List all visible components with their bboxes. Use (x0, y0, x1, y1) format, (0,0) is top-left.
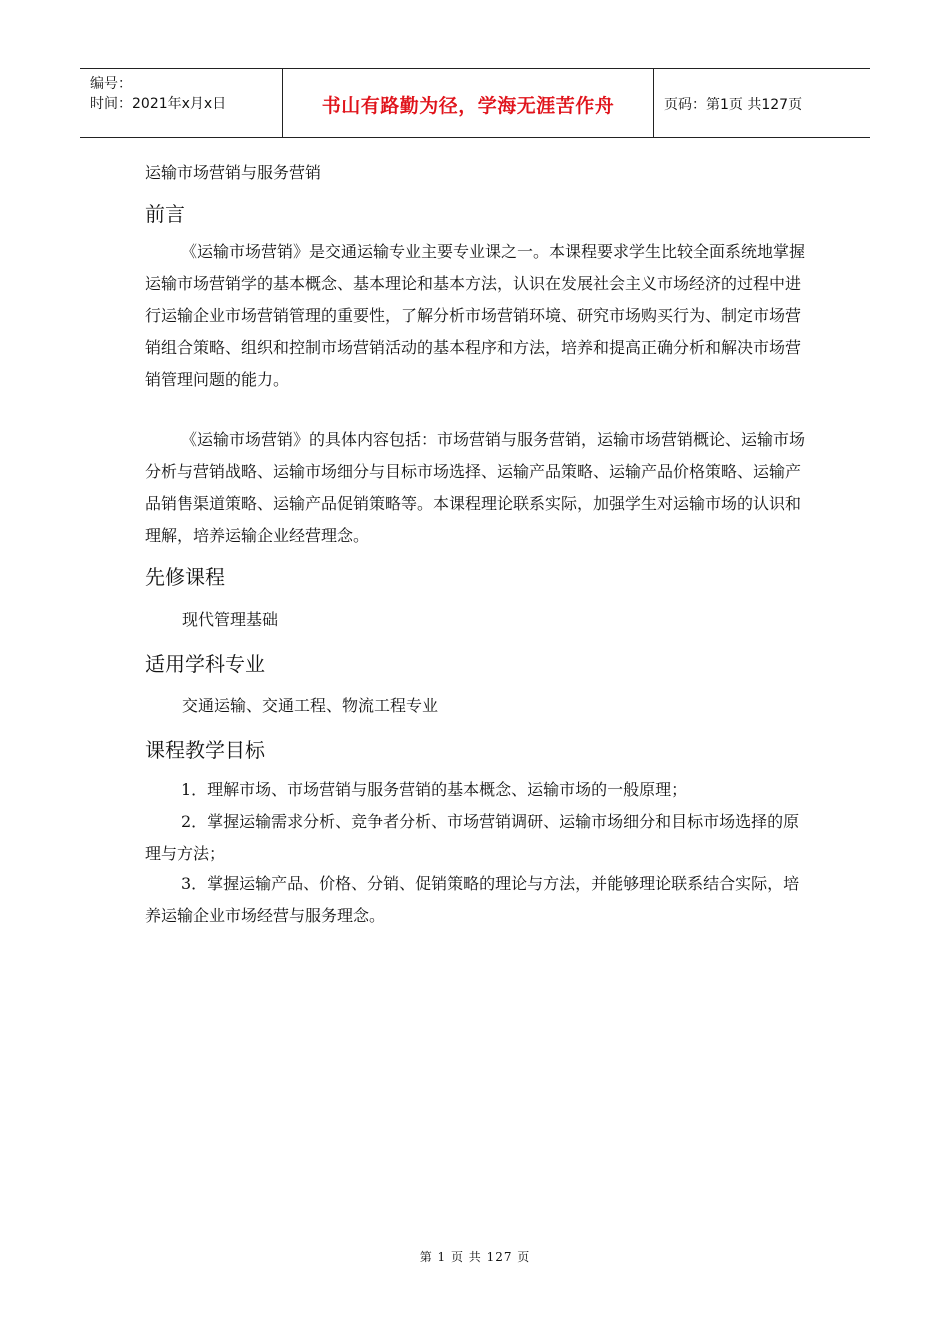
preface-paragraph-1: 《运输市场营销》是交通运输专业主要专业课之一。本课程要求学生比较全面系统地掌握运输市场营销学的基本概念、基本理论和基本方法，认识在发展社会主义市场经济的过程中进行运输企业市场营销管理的重要性，了解分析市场营销环境、研究市场购买行为、制定市场营销组合策略、组织和控制市场营销活动的基本程序和方法，培养和提高正确分析和解决市场营销管理问题的能力。 (145, 242, 806, 389)
majors-text: 交通运输、交通工程、物流工程专业 (182, 696, 439, 715)
heading-prerequisites: 先修课程 (145, 565, 225, 589)
preface-paragraph-2: 《运输市场营销》的具体内容包括：市场营销与服务营销，运输市场营销概论、运输市场分析与营销战略、运输市场细分与目标市场选择、运输产品策略、运输产品价格策略、运输产品销售渠道策略、运输产品促销策略等。本课程理论联系实际，加强学生对运输市场的认识和理解，培养运输企业经营理念。 (145, 430, 806, 545)
page-footer: 第 1 页 共 127 页 (419, 1250, 531, 1264)
document-number-label: 编号： (90, 76, 132, 92)
prerequisites-text: 现代管理基础 (182, 610, 279, 629)
objective-item-1: 1．理解市场、市场营销与服务营销的基本概念、运输市场的一般原理； (181, 780, 688, 799)
header-meta-cell (80, 69, 283, 137)
header-motto-cell (283, 69, 654, 137)
header-page-cell (654, 69, 870, 137)
document-time-label: 时间：2021年x月x日 (90, 96, 227, 112)
page-header (80, 68, 870, 138)
header-page-info: 页码：第1页 共127页 (664, 97, 803, 113)
heading-majors: 适用学科专业 (145, 652, 265, 676)
heading-objectives: 课程教学目标 (145, 738, 265, 762)
header-motto: 书山有路勤为径，学海无涯苦作舟 (321, 95, 615, 117)
objective-item-3: 3．掌握运输产品、价格、分销、促销策略的理论与方法，并能够理论联系结合实际，培养运输企业市场经营与服务理念。 (145, 874, 800, 925)
heading-preface: 前言 (145, 202, 185, 226)
document-title: 运输市场营销与服务营销 (145, 163, 322, 182)
objective-item-2: 2．掌握运输需求分析、竞争者分析、市场营销调研、运输市场细分和目标市场选择的原理与方法； (145, 812, 800, 863)
